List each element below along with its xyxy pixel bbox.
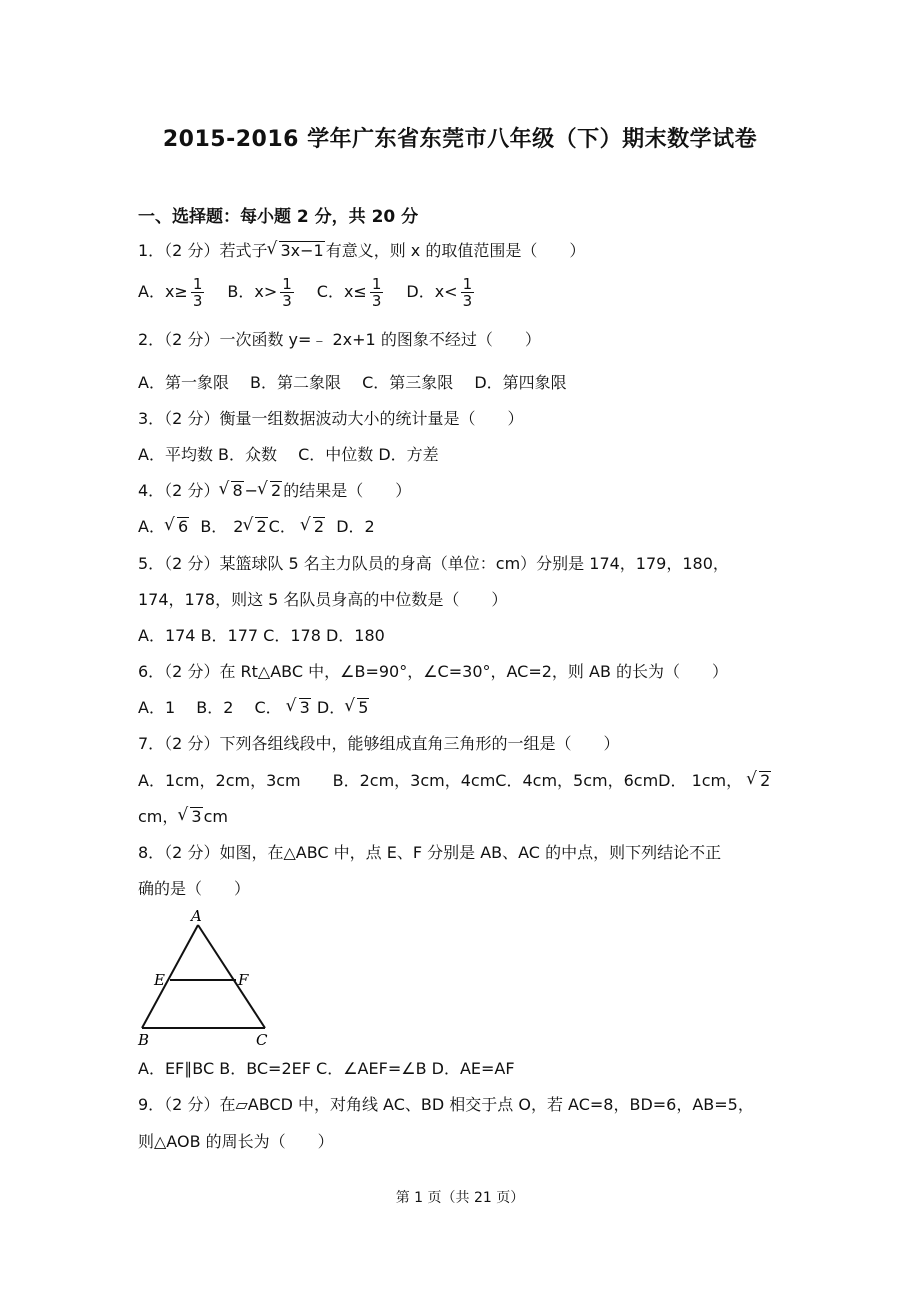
fraction — [280, 276, 294, 309]
side-ac — [198, 925, 265, 1028]
question-5-options: A．174 B．177 C．178 D．180 — [138, 626, 385, 645]
question-6-options — [138, 697, 370, 719]
q1-radicand: 3x−1 — [280, 241, 324, 260]
question-9-stem-line2: 则△AOB 的周长为（ ） — [138, 1132, 334, 1151]
fraction — [461, 276, 475, 309]
label-f: F — [238, 971, 249, 989]
q1-option-a — [138, 276, 207, 309]
q1-option-d-prefix: D．x< — [406, 281, 458, 301]
q4-option-c-label: C． — [268, 517, 296, 536]
triangle-figure — [132, 905, 282, 1050]
sqrt-expression — [259, 480, 282, 502]
sqrt-expression — [288, 697, 311, 719]
q1-option-b — [227, 276, 296, 309]
q7-unit-1: cm， — [138, 807, 179, 826]
question-9-stem-line1: 9．（2 分）在▱ABCD 中，对角线 AC、BD 相交于点 O，若 AC=8，BD=6，AB=5， — [138, 1095, 754, 1114]
sqrt-expression — [268, 240, 324, 262]
q1-option-d — [406, 276, 477, 309]
q4-option-b-coef: 2 — [233, 517, 244, 536]
q4-option-d: D．2 — [326, 517, 375, 536]
question-5-stem-line2: 174，178，则这 5 名队员身高的中位数是（ ） — [138, 590, 508, 609]
question-4-stem — [138, 480, 411, 502]
label-b: B — [138, 1031, 150, 1049]
page-title: 2015-2016 学年广东省东莞市八年级（下）期末数学试卷 — [162, 127, 758, 152]
question-8-stem-line2: 确的是（ ） — [138, 879, 251, 898]
q7-unit-2: cm — [203, 807, 228, 826]
question-8-options: A．EF∥BC B．BC=2EF C．∠AEF=∠B D．AE=AF — [138, 1059, 515, 1078]
question-8-stem-line1: 8．（2 分）如图，在△ABC 中，点 E、F 分别是 AB、AC 的中点，则下列结论不正 — [138, 843, 722, 862]
fraction-denominator: 3 — [462, 291, 473, 310]
label-c: C — [256, 1031, 268, 1049]
fraction — [191, 276, 205, 309]
q4-radicand-2: 2 — [271, 481, 282, 500]
question-6-stem: 6．（2 分）在 Rt△ABC 中，∠B=90°，∠C=30°，AC=2，则 AB 的长为（ ） — [138, 662, 729, 681]
question-3-options: A．平均数 B．众数 C．中位数 D．方差 — [138, 445, 439, 464]
question-2-options: A．第一象限 B．第二象限 C．第三象限 D．第四象限 — [138, 373, 567, 392]
question-1-options — [138, 272, 477, 312]
q4-option-b-label: B． — [190, 517, 228, 536]
q4-stem-part1: 4．（2 分） — [138, 481, 220, 500]
q6-options-ab: A．1 B．2 C． — [138, 698, 282, 717]
q1-stem-part2: 有意义，则 x 的取值范围是（ ） — [325, 241, 586, 260]
q1-option-a-prefix: A．x≥ — [138, 281, 188, 301]
question-7-stem: 7．（2 分）下列各组线段中，能够组成直角三角形的一组是（ ） — [138, 734, 620, 753]
page-footer: 第 1 页（共 21 页） — [395, 1190, 525, 1206]
q6-option-c-radicand: 3 — [299, 698, 310, 717]
question-7-options-line1 — [138, 770, 772, 792]
sqrt-expression — [302, 516, 325, 538]
sqrt-expression — [748, 770, 771, 792]
question-1-stem — [138, 240, 585, 262]
question-7-options-line2 — [138, 806, 228, 828]
q1-option-c-prefix: C．x≤ — [316, 281, 367, 301]
question-3-stem: 3．（2 分）衡量一组数据波动大小的统计量是（ ） — [138, 409, 524, 428]
minus-sign: − — [244, 481, 259, 500]
q4-option-a-radicand: 6 — [177, 517, 189, 536]
q1-option-c — [317, 276, 387, 309]
q4-radicand-1: 8 — [232, 481, 243, 500]
fraction — [370, 276, 384, 309]
sqrt-expression — [244, 516, 267, 538]
section-heading-choice: 一、选择题：每小题 2 分，共 20 分 — [138, 207, 419, 227]
sqrt-expression — [179, 806, 202, 828]
fraction-numerator: 1 — [462, 274, 473, 293]
q6-option-d-radicand: 5 — [358, 698, 369, 717]
question-5-stem-line1: 5．（2 分）某篮球队 5 名主力队员的身高（单位：cm）分别是 174，179，180， — [138, 554, 729, 573]
fraction-denominator: 3 — [192, 291, 203, 310]
question-4-options — [138, 516, 375, 538]
side-ab — [142, 925, 198, 1028]
q6-option-d-label: D． — [311, 698, 346, 717]
q4-option-c-radicand: 2 — [313, 517, 325, 536]
sqrt-expression — [346, 697, 369, 719]
fraction-denominator: 3 — [371, 291, 382, 310]
sqrt-expression — [220, 480, 243, 502]
sqrt-expression — [166, 516, 189, 538]
q4-option-b-radicand: 2 — [256, 517, 267, 536]
q1-option-b-prefix: B．x> — [227, 281, 278, 301]
fraction-numerator: 1 — [371, 274, 382, 293]
q7-options-text: A．1cm，2cm，3cm B．2cm，3cm，4cmC．4cm，5cm，6cmD． 1cm， — [138, 771, 743, 790]
question-2-stem: 2．（2 分）一次函数 y=﹣ 2x+1 的图象不经过（ ） — [138, 330, 541, 349]
q7-radicand-1: 2 — [760, 771, 771, 790]
fraction-numerator: 1 — [192, 274, 203, 293]
q4-stem-part2: 的结果是（ ） — [283, 481, 412, 500]
q4-option-a-label: A． — [138, 517, 165, 536]
q7-radicand-2: 3 — [191, 807, 202, 826]
fraction-denominator: 3 — [282, 291, 292, 310]
label-a: A — [191, 907, 202, 925]
fraction-numerator: 1 — [282, 274, 292, 293]
label-e: E — [154, 971, 165, 989]
q1-stem-part1: 1．（2 分）若式子 — [138, 241, 268, 260]
